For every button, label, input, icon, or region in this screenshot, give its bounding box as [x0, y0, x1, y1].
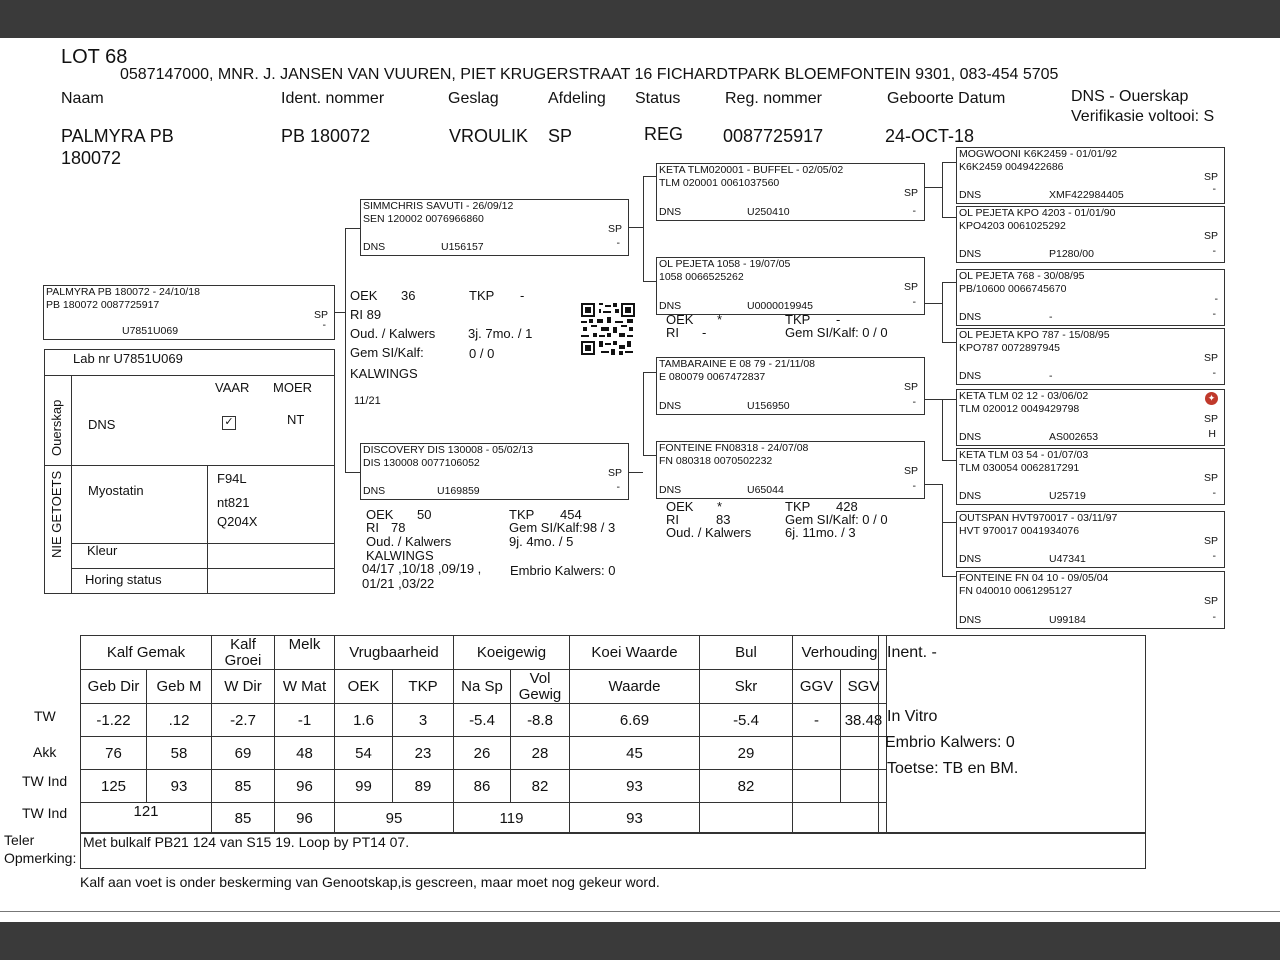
dam-ids: DIS 130008 0077106052: [363, 457, 480, 469]
twind-cell: 86: [454, 770, 511, 803]
dam-code: U169859: [437, 485, 480, 497]
animal-reg: 0087725917: [723, 126, 824, 146]
info-toetse: Toetse: TB en BM.: [887, 760, 1019, 777]
twind-cell: 96: [275, 770, 335, 803]
gp-card-3: [656, 357, 925, 415]
gp2-oek-value: *: [717, 312, 723, 327]
twind-cell: [793, 770, 841, 803]
sub-na-sp: Na Sp: [454, 670, 511, 704]
akk-cell: 45: [570, 737, 700, 770]
gp3-code: U156950: [747, 400, 790, 412]
ggp7-ids: HVT 970017 0041934076: [959, 525, 1080, 537]
header-ident: Ident. nommer: [281, 90, 385, 107]
animal-geslag: VROULIK: [449, 126, 529, 146]
dam-sp: SP: [607, 467, 622, 479]
ggp5-ids: TLM 020012 0049429798: [959, 403, 1080, 415]
ggp8-dns: DNS: [959, 614, 982, 626]
gp2-tkp: TKP: [785, 312, 811, 327]
row-label-akk: Akk: [33, 744, 57, 760]
header-verifikasie: Verifikasie voltooi: S: [1071, 108, 1215, 125]
sub-ggv: GGV: [793, 670, 841, 704]
gp1-sp: SP: [903, 187, 918, 199]
group-vrugbaarheid: Vrugbaarheid: [335, 636, 454, 670]
ggp7-title: OUTSPAN HVT970017 - 03/11/97: [959, 512, 1118, 524]
lab-dns: DNS: [88, 417, 116, 432]
lab-nie-getoets: NIE GETOETS: [49, 470, 64, 558]
gp4-ri: RI: [666, 512, 679, 527]
twind-cell: 82: [700, 770, 793, 803]
twind2-cell: 119: [454, 803, 570, 834]
sub-oek: OEK: [335, 670, 393, 704]
ggp4-dns: DNS: [959, 370, 982, 382]
gp1-dash: -: [912, 205, 916, 217]
ggp1-ids: K6K2459 0049422686: [959, 161, 1064, 173]
ggp7-dns: DNS: [959, 553, 982, 565]
twind2-cell: 95: [335, 803, 454, 834]
twind-cell: 93: [570, 770, 700, 803]
tw-cell: -1: [275, 704, 335, 737]
twind-cell: 85: [212, 770, 275, 803]
twind-cell: 82: [511, 770, 570, 803]
gp-card-4: [656, 441, 925, 499]
footer-rule: [0, 911, 1280, 912]
ggp4-ids: KPO787 0072897945: [959, 342, 1061, 354]
ggp-card-5: [956, 389, 1225, 446]
gp1-code: U250410: [747, 206, 790, 218]
tw-cell: .12: [147, 704, 212, 737]
ggp-card-1: [956, 147, 1225, 204]
bv-akk-row: [81, 737, 887, 770]
ggp6-sp: SP: [1203, 472, 1218, 484]
myo-nt821: nt821: [217, 495, 250, 510]
gp4-oek: OEK: [666, 499, 694, 514]
gp4-ids: FN 080318 0070502232: [659, 455, 773, 467]
dam-oud: Oud. / Kalwers: [366, 534, 452, 549]
header-dns: DNS - Ouerskap: [1071, 88, 1189, 105]
subj-tkp: TKP: [469, 288, 495, 303]
twind-cell: 89: [393, 770, 454, 803]
dam-dash: -: [616, 481, 620, 493]
header-status: Status: [635, 90, 681, 107]
teler-label: Teler: [4, 832, 35, 848]
tw-cell: 6.69: [570, 704, 700, 737]
dam-title: DISCOVERY DIS 130008 - 05/02/13: [363, 444, 534, 456]
group-koei-waarde: Koei Waarde: [570, 636, 700, 670]
ggp-card-7: [956, 511, 1225, 568]
gp2-title: OL PEJETA 1058 - 19/07/05: [659, 258, 791, 270]
ggp1-dns: DNS: [959, 189, 982, 201]
gp2-gem: Gem SI/Kalf: 0 / 0: [785, 325, 888, 340]
gp3-dash: -: [912, 396, 916, 408]
twind2-cell: 85: [212, 803, 275, 834]
ggp-card-3: [956, 269, 1225, 326]
checkbox-icon: ✓: [222, 416, 236, 430]
dam-dns: DNS: [363, 485, 386, 497]
ggp8-sp: SP: [1203, 595, 1218, 607]
akk-cell: 29: [700, 737, 793, 770]
ggp4-title: OL PEJETA KPO 787 - 15/08/95: [959, 329, 1110, 341]
ggp6-dns: DNS: [959, 490, 982, 502]
lab-horing: Horing status: [85, 572, 162, 587]
ggp7-dash: -: [1212, 550, 1216, 562]
gp4-dns: DNS: [659, 484, 682, 496]
ggp8-code: U99184: [1049, 614, 1086, 626]
twind-cell: 125: [81, 770, 147, 803]
ggp6-dash: -: [1212, 487, 1216, 499]
sire-dns: DNS: [363, 241, 386, 253]
dam-kalwings: KALWINGS: [366, 548, 434, 563]
subj-kalwings: KALWINGS: [350, 366, 418, 381]
tw-cell: -1.22: [81, 704, 147, 737]
ggp4-code: -: [1049, 370, 1053, 382]
akk-cell: 23: [393, 737, 454, 770]
ggp5-title: KETA TLM 02 12 - 03/06/02: [959, 390, 1089, 402]
akk-cell: 69: [212, 737, 275, 770]
bv-tw-row: [81, 704, 887, 737]
twind-cell: 93: [147, 770, 212, 803]
dam-kalwings-v1: 04/17 ,10/18 ,09/19 ,: [362, 561, 482, 576]
dam-tkp-value: 454: [560, 507, 582, 522]
ggp2-ids: KPO4203 0061025292: [959, 220, 1066, 232]
gp4-oek-value: *: [717, 499, 723, 514]
owner-line: 0587147000, MNR. J. JANSEN VAN VUUREN, PIET KRUGERSTRAAT 16 FICHARDTPARK BLOEMFONTEIN 9301, 083-454 5705: [120, 66, 1059, 83]
bv-twind2-row: [81, 803, 887, 834]
bottom-bar: [0, 922, 1280, 960]
group-koeigewig: Koeigewig: [454, 636, 570, 670]
twind2-cell: 121: [81, 803, 212, 834]
subj-oud: Oud. / Kalwers: [350, 326, 436, 341]
sub-vol-gewig: Vol Gewig: [511, 670, 570, 704]
subj-ri: RI 89: [350, 307, 382, 322]
akk-cell: 54: [335, 737, 393, 770]
sub-skr: Skr: [700, 670, 793, 704]
breeding-values-table: [80, 635, 887, 834]
lab-box: [44, 349, 335, 594]
remark-text: Met bulkalf PB21 124 van S15 19. Loop by PT14 07.: [83, 834, 410, 850]
qr-code-icon: [581, 303, 635, 355]
gp2-oek: OEK: [666, 312, 694, 327]
gp1-title: KETA TLM020001 - BUFFEL - 02/05/02: [659, 164, 844, 176]
ggp2-dash: -: [1212, 245, 1216, 257]
subject-title: PALMYRA PB 180072 - 24/10/18: [46, 286, 200, 298]
info-embrio: Embrio Kalwers: 0: [885, 734, 1015, 751]
ggp4-sp: SP: [1203, 352, 1218, 364]
ggp2-dns: DNS: [959, 248, 982, 260]
dam-oek-value: 50: [417, 507, 432, 522]
header-naam: Naam: [61, 90, 104, 107]
lot-number: LOT 68: [61, 46, 128, 68]
ggp2-sp: SP: [1203, 230, 1218, 242]
sire-ids: SEN 120002 0076966860: [363, 213, 484, 225]
group-kalf-groei: Kalf Groei: [212, 636, 275, 670]
akk-cell: 58: [147, 737, 212, 770]
ggp3-dash: -: [1212, 308, 1216, 320]
sub-geb-m: Geb M: [147, 670, 212, 704]
ggp3-sp: -: [1214, 293, 1218, 305]
ggp6-title: KETA TLM 03 54 - 01/07/03: [959, 449, 1089, 461]
sire-sp: SP: [607, 223, 622, 235]
ggp3-dns: DNS: [959, 311, 982, 323]
header-geslag: Geslag: [448, 90, 499, 107]
remark-box: [80, 832, 1146, 869]
dam-oud-value: 9j. 4mo. / 5: [509, 534, 574, 549]
dam-ri-value: 78: [391, 520, 406, 535]
akk-cell: 48: [275, 737, 335, 770]
lab-nt: NT: [287, 412, 305, 427]
bv-group-row: [81, 636, 887, 670]
subject-code: U7851U069: [122, 325, 179, 337]
ggp-card-8: [956, 571, 1225, 629]
row-label-tw: TW: [34, 708, 56, 724]
animal-afdeling: SP: [548, 126, 573, 146]
ggp2-code: P1280/00: [1049, 248, 1094, 260]
sub-w-mat: W Mat: [275, 670, 335, 704]
seal-icon: ✦: [1205, 392, 1218, 405]
gp1-ids: TLM 020001 0061037560: [659, 177, 780, 189]
gp4-ri-value: 83: [716, 512, 731, 527]
lab-nr: Lab nr U7851U069: [73, 351, 183, 366]
ggp4-dash: -: [1212, 367, 1216, 379]
animal-name: PALMYRA PB: [61, 126, 174, 146]
gp3-ids: E 080079 0067472837: [659, 371, 766, 383]
ggp6-ids: TLM 030054 0062817291: [959, 462, 1080, 474]
twind2-cell: [700, 803, 793, 834]
lab-moer: MOER: [273, 380, 312, 395]
gp2-dash: -: [912, 296, 916, 308]
ggp8-ids: FN 040010 0061295127: [959, 585, 1073, 597]
sub-waarde: Waarde: [570, 670, 700, 704]
dam-embrio: Embrio Kalwers: 0: [510, 563, 616, 578]
sub-tkp: TKP: [393, 670, 454, 704]
dam-ri: RI: [366, 520, 379, 535]
gp4-oud-value: 6j. 11mo. / 3: [785, 525, 856, 540]
lab-ouerskap-label: Ouerskap: [49, 399, 64, 456]
subj-oek: OEK: [350, 288, 378, 303]
dam-tkp: TKP: [509, 507, 535, 522]
myo-q204x: Q204X: [217, 514, 258, 529]
ggp5-h: H: [1208, 428, 1216, 440]
dam-gem: Gem SI/Kalf:98 / 3: [509, 520, 616, 535]
ggp3-code: -: [1049, 311, 1053, 323]
gp2-sp: SP: [903, 281, 918, 293]
dam-oek: OEK: [366, 507, 394, 522]
tw-cell: -8.8: [511, 704, 570, 737]
tw-cell: 3: [393, 704, 454, 737]
subj-kalwings-value: 11/21: [354, 395, 381, 407]
subj-gem-value: 0 / 0: [469, 346, 495, 361]
opmerking-label: Opmerking:: [4, 850, 77, 866]
ggp7-sp: SP: [1203, 535, 1218, 547]
gp4-oud: Oud. / Kalwers: [666, 525, 752, 540]
gp2-ri-value: -: [702, 325, 707, 340]
subject-sp: SP: [313, 309, 328, 321]
twind2-cell: 96: [275, 803, 335, 834]
gp3-title: TAMBARAINE E 08 79 - 21/11/08: [659, 358, 816, 370]
akk-cell: 26: [454, 737, 511, 770]
subj-gem: Gem SI/Kalf:: [350, 345, 424, 360]
ggp1-title: MOGWOONI K6K2459 - 01/01/92: [959, 148, 1118, 160]
gp4-title: FONTEINE FN08318 - 24/07/08: [659, 442, 809, 454]
header-reg: Reg. nommer: [725, 90, 822, 107]
twind2-cell: 93: [570, 803, 700, 834]
tw-cell: 1.6: [335, 704, 393, 737]
bv-twind-row: [81, 770, 887, 803]
subject-card: [43, 285, 335, 340]
group-bul: Bul: [700, 636, 793, 670]
animal-name-2: 180072: [61, 148, 122, 168]
ggp5-dns: DNS: [959, 431, 982, 443]
gp3-dns: DNS: [659, 400, 682, 412]
tw-cell: 38.48: [841, 704, 887, 737]
ggp-card-6: [956, 448, 1225, 505]
gp4-sp: SP: [903, 465, 918, 477]
ggp1-sp: SP: [1203, 171, 1218, 183]
gp2-tkp-value: -: [836, 312, 841, 327]
akk-cell: [793, 737, 841, 770]
ggp2-title: OL PEJETA KPO 4203 - 01/01/90: [959, 207, 1116, 219]
subj-oek-value: 36: [401, 288, 416, 303]
myo-f94l: F94L: [217, 471, 247, 486]
twind2-cell: [793, 803, 887, 834]
gp-card-1: [656, 163, 925, 221]
bv-sub-row: [81, 670, 887, 704]
twind-cell: 99: [335, 770, 393, 803]
gp4-dash: -: [912, 480, 916, 492]
gp4-code: U65044: [747, 484, 784, 496]
group-verhouding: Verhouding: [793, 636, 887, 670]
footer-note: Kalf aan voet is onder beskerming van Genootskap,is gescreen, maar moet nog gekeur word.: [80, 874, 660, 890]
ggp3-title: OL PEJETA 768 - 30/08/95: [959, 270, 1085, 282]
ggp-card-2: [956, 206, 1225, 263]
sub-geb-dir: Geb Dir: [81, 670, 147, 704]
info-in-vitro: In Vitro: [887, 708, 938, 725]
subject-dash: -: [322, 319, 326, 331]
ggp-card-4: [956, 328, 1225, 385]
tw-cell: -: [793, 704, 841, 737]
ggp1-code: XMF422984405: [1049, 189, 1124, 201]
sire-title: SIMMCHRIS SAVUTI - 26/09/12: [363, 200, 514, 212]
sub-w-dir: W Dir: [212, 670, 275, 704]
top-bar: [0, 0, 1280, 38]
ggp8-title: FONTEINE FN 04 10 - 09/05/04: [959, 572, 1109, 584]
ggp6-code: U25719: [1049, 490, 1086, 502]
gp4-tkp-value: 428: [836, 499, 858, 514]
ggp3-ids: PB/10600 0066745670: [959, 283, 1067, 295]
gp3-sp: SP: [903, 381, 918, 393]
gp2-code: U0000019945: [747, 300, 813, 312]
subj-tkp-value: -: [520, 288, 525, 303]
gp2-ri: RI: [666, 325, 679, 340]
ggp5-sp: SP: [1203, 413, 1218, 425]
animal-ident: PB 180072: [281, 126, 371, 146]
subject-ids: PB 180072 0087725917: [46, 299, 160, 311]
sire-code: U156157: [441, 241, 484, 253]
row-label-twind-2: TW Ind: [22, 805, 68, 821]
header-geboorte: Geboorte Datum: [887, 90, 1006, 107]
subj-oud-value: 3j. 7mo. / 1: [468, 326, 533, 341]
header-afdeling: Afdeling: [548, 90, 606, 107]
gp1-dns: DNS: [659, 206, 682, 218]
tw-cell: -5.4: [700, 704, 793, 737]
gp-card-2: [656, 257, 925, 315]
group-kalf-gemak: Kalf Gemak: [81, 636, 212, 670]
animal-status: REG: [644, 124, 684, 144]
ggp7-code: U47341: [1049, 553, 1086, 565]
ggp1-dash: -: [1212, 183, 1216, 195]
ggp8-dash: -: [1212, 611, 1216, 623]
dam-card: [360, 443, 629, 500]
row-label-twind: TW Ind: [22, 773, 68, 789]
lab-vaar: VAAR: [215, 380, 250, 395]
gp4-gem: Gem SI/Kalf: 0 / 0: [785, 512, 888, 527]
gp2-ids: 1058 0066525262: [659, 271, 744, 283]
sire-dash: -: [616, 237, 620, 249]
ggp5-code: AS002653: [1049, 431, 1099, 443]
sire-card: [360, 199, 629, 256]
dam-kalwings-v2: 01/21 ,03/22: [362, 576, 435, 591]
akk-cell: 28: [511, 737, 570, 770]
animal-birth: 24-OCT-18: [885, 126, 975, 146]
lab-kleur: Kleur: [87, 543, 118, 558]
gp4-tkp: TKP: [785, 499, 811, 514]
tw-cell: -2.7: [212, 704, 275, 737]
tw-cell: -5.4: [454, 704, 511, 737]
lab-myostatin: Myostatin: [88, 483, 144, 498]
info-inent: Inent. -: [887, 644, 937, 661]
akk-cell: 76: [81, 737, 147, 770]
sub-sgv: SGV: [841, 670, 887, 704]
info-panel: [878, 635, 1146, 834]
gp2-dns: DNS: [659, 300, 682, 312]
group-melk: Melk: [275, 636, 335, 670]
